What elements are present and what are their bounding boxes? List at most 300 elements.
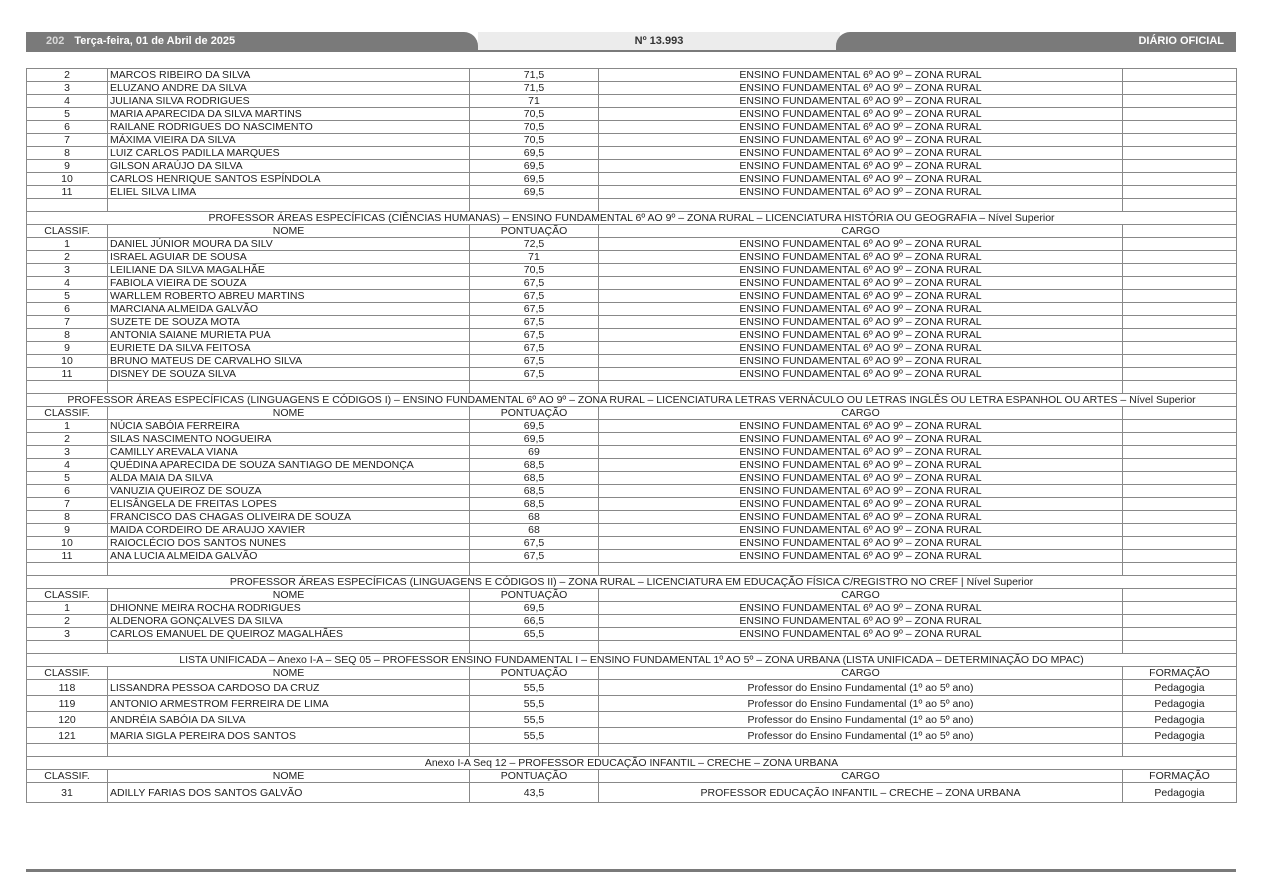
score-cell: 69,5 (470, 602, 599, 615)
cargo-cell: ENSINO FUNDAMENTAL 6º AO 9º – ZONA RURAL (599, 303, 1123, 316)
table-row (27, 355, 1237, 368)
table-row (27, 472, 1237, 485)
score-cell: 67,5 (470, 368, 599, 381)
empty-cell (1123, 342, 1237, 355)
name-cell: ELUZANO ANDRE DA SILVA (108, 82, 470, 95)
section-title-row (27, 757, 1237, 770)
table-row (27, 696, 1237, 712)
name-cell: RAIOCLÉCIO DOS SANTOS NUNES (108, 537, 470, 550)
empty-cell (470, 563, 599, 576)
table-row (27, 108, 1237, 121)
table-row (27, 121, 1237, 134)
header-cargo: CARGO (599, 407, 1123, 420)
score-cell: 55,5 (470, 728, 599, 744)
section-title: Anexo I-A Seq 12 – PROFESSOR EDUCAÇÃO INFANTIL – CRECHE – ZONA URBANA (27, 757, 1237, 770)
cargo-cell: PROFESSOR EDUCAÇÃO INFANTIL – CRECHE – ZONA URBANA (599, 783, 1123, 803)
empty-cell (599, 744, 1123, 757)
score-cell: 72,5 (470, 238, 599, 251)
classif-cell: 31 (27, 783, 108, 803)
table-row (27, 251, 1237, 264)
empty-cell (1123, 108, 1237, 121)
empty-cell (1123, 615, 1237, 628)
header-cargo: CARGO (599, 667, 1123, 680)
score-cell: 69,5 (470, 173, 599, 186)
classif-cell: 8 (27, 511, 108, 524)
table-row (27, 160, 1237, 173)
empty-cell (27, 641, 108, 654)
cargo-cell: ENSINO FUNDAMENTAL 6º AO 9º – ZONA RURAL (599, 537, 1123, 550)
empty-cell (1123, 641, 1237, 654)
empty-cell (599, 563, 1123, 576)
score-cell: 69 (470, 446, 599, 459)
score-cell: 69,5 (470, 160, 599, 173)
cargo-cell: ENSINO FUNDAMENTAL 6º AO 9º – ZONA RURAL (599, 134, 1123, 147)
name-cell: DANIEL JÚNIOR MOURA DA SILV (108, 238, 470, 251)
empty-cell (1123, 251, 1237, 264)
header-nome: NOME (108, 407, 470, 420)
table-row (27, 238, 1237, 251)
table-row (27, 712, 1237, 728)
score-cell: 70,5 (470, 121, 599, 134)
score-cell: 67,5 (470, 537, 599, 550)
empty-cell (1123, 433, 1237, 446)
score-cell: 67,5 (470, 290, 599, 303)
header-classif: CLASSIF. (27, 225, 108, 238)
score-cell: 68 (470, 524, 599, 537)
name-cell: ELISÂNGELA DE FREITAS LOPES (108, 498, 470, 511)
header-pontuacao: PONTUAÇÃO (470, 667, 599, 680)
page-header (26, 32, 1236, 50)
cargo-cell: ENSINO FUNDAMENTAL 6º AO 9º – ZONA RURAL (599, 615, 1123, 628)
empty-cell (1123, 420, 1237, 433)
cargo-cell: ENSINO FUNDAMENTAL 6º AO 9º – ZONA RURAL (599, 82, 1123, 95)
spacer-row (27, 199, 1237, 212)
cargo-cell: ENSINO FUNDAMENTAL 6º AO 9º – ZONA RURAL (599, 498, 1123, 511)
cargo-cell: ENSINO FUNDAMENTAL 6º AO 9º – ZONA RURAL (599, 238, 1123, 251)
empty-cell (108, 199, 470, 212)
cargo-cell: ENSINO FUNDAMENTAL 6º AO 9º – ZONA RURAL (599, 446, 1123, 459)
section-title: LISTA UNIFICADA – Anexo I-A – SEQ 05 – PROFESSOR ENSINO FUNDAMENTAL I – ENSINO FUNDAMENTAL 1º AO 5º – ZONA URBANA (LISTA UNIFICADA – DETERMINAÇÃO DO MPAC) (27, 654, 1237, 667)
column-header-row (27, 225, 1237, 238)
name-cell: CARLOS EMANUEL DE QUEIROZ MAGALHÃES (108, 628, 470, 641)
empty-cell (108, 381, 470, 394)
empty-cell (1123, 563, 1237, 576)
cargo-cell: ENSINO FUNDAMENTAL 6º AO 9º – ZONA RURAL (599, 485, 1123, 498)
empty-cell (470, 199, 599, 212)
name-cell: VANUZIA QUEIROZ DE SOUZA (108, 485, 470, 498)
cargo-cell: ENSINO FUNDAMENTAL 6º AO 9º – ZONA RURAL (599, 290, 1123, 303)
classif-cell: 10 (27, 173, 108, 186)
cargo-cell: ENSINO FUNDAMENTAL 6º AO 9º – ZONA RURAL (599, 433, 1123, 446)
empty-cell (1123, 485, 1237, 498)
cargo-cell: ENSINO FUNDAMENTAL 6º AO 9º – ZONA RURAL (599, 160, 1123, 173)
score-cell: 69,5 (470, 186, 599, 199)
score-cell: 67,5 (470, 277, 599, 290)
classif-cell: 4 (27, 277, 108, 290)
empty-cell (27, 744, 108, 757)
table-row (27, 459, 1237, 472)
name-cell: BRUNO MATEUS DE CARVALHO SILVA (108, 355, 470, 368)
classif-cell: 3 (27, 446, 108, 459)
header-rule (26, 50, 1236, 52)
empty-cell (108, 563, 470, 576)
classif-cell: 9 (27, 160, 108, 173)
score-cell: 66,5 (470, 615, 599, 628)
classif-cell: 1 (27, 602, 108, 615)
table-row (27, 264, 1237, 277)
classification-table (26, 68, 1237, 803)
cargo-cell: ENSINO FUNDAMENTAL 6º AO 9º – ZONA RURAL (599, 277, 1123, 290)
empty-cell (27, 563, 108, 576)
name-cell: LISSANDRA PESSOA CARDOSO DA CRUZ (108, 680, 470, 696)
classif-cell: 5 (27, 108, 108, 121)
table-row (27, 316, 1237, 329)
name-cell: DISNEY DE SOUZA SILVA (108, 368, 470, 381)
empty-cell (1123, 381, 1237, 394)
cargo-cell: Professor do Ensino Fundamental (1º ao 5º ano) (599, 696, 1123, 712)
spacer-row (27, 744, 1237, 757)
column-header-row (27, 407, 1237, 420)
classif-cell: 6 (27, 485, 108, 498)
classif-cell: 10 (27, 537, 108, 550)
empty-cell (1123, 537, 1237, 550)
score-cell: 69,5 (470, 433, 599, 446)
classif-cell: 2 (27, 251, 108, 264)
header-classif: CLASSIF. (27, 667, 108, 680)
table-row (27, 368, 1237, 381)
empty-cell (1123, 589, 1237, 602)
header-classif: CLASSIF. (27, 407, 108, 420)
name-cell: ISRAEL AGUIAR DE SOUSA (108, 251, 470, 264)
empty-cell (1123, 160, 1237, 173)
empty-cell (599, 641, 1123, 654)
table-row (27, 524, 1237, 537)
cargo-cell: ENSINO FUNDAMENTAL 6º AO 9º – ZONA RURAL (599, 472, 1123, 485)
score-cell: 69,5 (470, 147, 599, 160)
empty-cell (470, 381, 599, 394)
score-cell: 67,5 (470, 303, 599, 316)
empty-cell (108, 744, 470, 757)
table-row (27, 628, 1237, 641)
cargo-cell: ENSINO FUNDAMENTAL 6º AO 9º – ZONA RURAL (599, 628, 1123, 641)
classif-cell: 1 (27, 238, 108, 251)
table-row (27, 485, 1237, 498)
table-row (27, 134, 1237, 147)
empty-cell (1123, 628, 1237, 641)
score-cell: 70,5 (470, 134, 599, 147)
empty-cell (1123, 82, 1237, 95)
section-title: PROFESSOR ÁREAS ESPECÍFICAS (LINGUAGENS E CÓDIGOS I) – ENSINO FUNDAMENTAL 6º AO 9º – ZONA RURAL – LICENCIATURA LETRAS VERNÁCULO OU LETRAS INGLÊS OU LETRA ESPANHOL OU ARTES – Nível Superior (27, 394, 1237, 407)
name-cell: EURIETE DA SILVA FEITOSA (108, 342, 470, 355)
classif-cell: 8 (27, 329, 108, 342)
cargo-cell: ENSINO FUNDAMENTAL 6º AO 9º – ZONA RURAL (599, 459, 1123, 472)
classif-cell: 3 (27, 628, 108, 641)
empty-cell (1123, 264, 1237, 277)
header-pontuacao: PONTUAÇÃO (470, 770, 599, 783)
name-cell: NÚCIA SABÓIA FERREIRA (108, 420, 470, 433)
score-cell: 71,5 (470, 82, 599, 95)
cargo-cell: ENSINO FUNDAMENTAL 6º AO 9º – ZONA RURAL (599, 69, 1123, 82)
table-row (27, 433, 1237, 446)
score-cell: 68,5 (470, 459, 599, 472)
classif-cell: 6 (27, 121, 108, 134)
section-title-row (27, 394, 1237, 407)
footer-rule (26, 869, 1236, 872)
name-cell: MARCIANA ALMEIDA GALVÃO (108, 303, 470, 316)
score-cell: 68 (470, 511, 599, 524)
name-cell: ANTONIA SAIANE MURIETA PUA (108, 329, 470, 342)
score-cell: 43,5 (470, 783, 599, 803)
empty-cell (27, 199, 108, 212)
header-nome: NOME (108, 225, 470, 238)
section-title-row (27, 654, 1237, 667)
classif-cell: 5 (27, 290, 108, 303)
classif-cell: 2 (27, 615, 108, 628)
table-row (27, 615, 1237, 628)
empty-cell (1123, 550, 1237, 563)
score-cell: 67,5 (470, 550, 599, 563)
classif-cell: 11 (27, 368, 108, 381)
empty-cell (1123, 186, 1237, 199)
score-cell: 67,5 (470, 329, 599, 342)
name-cell: WARLLEM ROBERTO ABREU MARTINS (108, 290, 470, 303)
header-cargo: CARGO (599, 589, 1123, 602)
name-cell: MAIDA CORDEIRO DE ARAUJO XAVIER (108, 524, 470, 537)
classif-cell: 119 (27, 696, 108, 712)
cargo-cell: ENSINO FUNDAMENTAL 6º AO 9º – ZONA RURAL (599, 524, 1123, 537)
name-cell: MÁXIMA VIEIRA DA SILVA (108, 134, 470, 147)
score-cell: 67,5 (470, 316, 599, 329)
empty-cell (1123, 316, 1237, 329)
table-row (27, 783, 1237, 803)
header-classif: CLASSIF. (27, 770, 108, 783)
empty-cell (1123, 446, 1237, 459)
empty-cell (1123, 173, 1237, 186)
table-row (27, 329, 1237, 342)
name-cell: SUZETE DE SOUZA MOTA (108, 316, 470, 329)
table-row (27, 498, 1237, 511)
empty-cell (1123, 134, 1237, 147)
cargo-cell: ENSINO FUNDAMENTAL 6º AO 9º – ZONA RURAL (599, 329, 1123, 342)
name-cell: RAILANE RODRIGUES DO NASCIMENTO (108, 121, 470, 134)
name-cell: CARLOS HENRIQUE SANTOS ESPÍNDOLA (108, 173, 470, 186)
empty-cell (1123, 329, 1237, 342)
empty-cell (1123, 95, 1237, 108)
section-title-row (27, 212, 1237, 225)
classif-cell: 118 (27, 680, 108, 696)
score-cell: 71 (470, 95, 599, 108)
spacer-row (27, 381, 1237, 394)
name-cell: ELIEL SILVA LIMA (108, 186, 470, 199)
classif-cell: 4 (27, 459, 108, 472)
table-row (27, 147, 1237, 160)
name-cell: MARIA SIGLA PEREIRA DOS SANTOS (108, 728, 470, 744)
cargo-cell: ENSINO FUNDAMENTAL 6º AO 9º – ZONA RURAL (599, 368, 1123, 381)
empty-cell (1123, 225, 1237, 238)
section-title-row (27, 576, 1237, 589)
table-row (27, 95, 1237, 108)
cargo-cell: ENSINO FUNDAMENTAL 6º AO 9º – ZONA RURAL (599, 121, 1123, 134)
page-number: 202 (46, 35, 65, 47)
cargo-cell: Professor do Ensino Fundamental (1º ao 5º ano) (599, 712, 1123, 728)
formacao-cell: Pedagogia (1123, 696, 1237, 712)
cargo-cell: ENSINO FUNDAMENTAL 6º AO 9º – ZONA RURAL (599, 251, 1123, 264)
cargo-cell: ENSINO FUNDAMENTAL 6º AO 9º – ZONA RURAL (599, 264, 1123, 277)
classif-cell: 8 (27, 147, 108, 160)
table-row (27, 420, 1237, 433)
score-cell: 55,5 (470, 680, 599, 696)
edition-number: Nº 13.993 (478, 32, 840, 50)
empty-cell (27, 381, 108, 394)
spacer-row (27, 563, 1237, 576)
empty-cell (1123, 407, 1237, 420)
header-pontuacao: PONTUAÇÃO (470, 225, 599, 238)
score-cell: 71 (470, 251, 599, 264)
name-cell: CAMILLY AREVALA VIANA (108, 446, 470, 459)
section-title: PROFESSOR ÁREAS ESPECÍFICAS (CIÊNCIAS HUMANAS) – ENSINO FUNDAMENTAL 6º AO 9º – ZONA RURAL – LICENCIATURA HISTÓRIA OU GEOGRAFIA – Nível Superior (27, 212, 1237, 225)
table-row (27, 303, 1237, 316)
table-row (27, 277, 1237, 290)
empty-cell (1123, 277, 1237, 290)
score-cell: 70,5 (470, 108, 599, 121)
table-row (27, 602, 1237, 615)
table-row (27, 728, 1237, 744)
formacao-cell: Pedagogia (1123, 680, 1237, 696)
score-cell: 70,5 (470, 264, 599, 277)
name-cell: ALDENORA GONÇALVES DA SILVA (108, 615, 470, 628)
section-title: PROFESSOR ÁREAS ESPECÍFICAS (LINGUAGENS E CÓDIGOS II) – ZONA RURAL – LICENCIATURA EM EDUCAÇÃO FÍSICA C/REGISTRO NO CREF | Nível Superior (27, 576, 1237, 589)
table-row (27, 680, 1237, 696)
publication-name: DIÁRIO OFICIAL (836, 32, 1236, 50)
cargo-cell: ENSINO FUNDAMENTAL 6º AO 9º – ZONA RURAL (599, 355, 1123, 368)
cargo-cell: ENSINO FUNDAMENTAL 6º AO 9º – ZONA RURAL (599, 511, 1123, 524)
name-cell: DHIONNE MEIRA ROCHA RODRIGUES (108, 602, 470, 615)
name-cell: ADILLY FARIAS DOS SANTOS GALVÃO (108, 783, 470, 803)
empty-cell (599, 199, 1123, 212)
empty-cell (1123, 238, 1237, 251)
cargo-cell: ENSINO FUNDAMENTAL 6º AO 9º – ZONA RURAL (599, 316, 1123, 329)
classif-cell: 7 (27, 134, 108, 147)
table-row (27, 290, 1237, 303)
cargo-cell: ENSINO FUNDAMENTAL 6º AO 9º – ZONA RURAL (599, 342, 1123, 355)
cargo-cell: Professor do Ensino Fundamental (1º ao 5º ano) (599, 728, 1123, 744)
classif-cell: 9 (27, 342, 108, 355)
classif-cell: 2 (27, 69, 108, 82)
classif-cell: 5 (27, 472, 108, 485)
header-left-band (26, 32, 478, 50)
header-formacao: FORMAÇÃO (1123, 770, 1237, 783)
score-cell: 68,5 (470, 498, 599, 511)
cargo-cell: ENSINO FUNDAMENTAL 6º AO 9º – ZONA RURAL (599, 95, 1123, 108)
classif-cell: 3 (27, 264, 108, 277)
header-pontuacao: PONTUAÇÃO (470, 407, 599, 420)
name-cell: FRANCISCO DAS CHAGAS OLIVEIRA DE SOUZA (108, 511, 470, 524)
cargo-cell: ENSINO FUNDAMENTAL 6º AO 9º – ZONA RURAL (599, 108, 1123, 121)
column-header-row (27, 770, 1237, 783)
empty-cell (1123, 744, 1237, 757)
empty-cell (1123, 602, 1237, 615)
empty-cell (1123, 69, 1237, 82)
column-header-row (27, 589, 1237, 602)
classif-cell: 4 (27, 95, 108, 108)
classif-cell: 7 (27, 316, 108, 329)
table-row (27, 173, 1237, 186)
empty-cell (470, 744, 599, 757)
cargo-cell: Professor do Ensino Fundamental (1º ao 5º ano) (599, 680, 1123, 696)
formacao-cell: Pedagogia (1123, 783, 1237, 803)
formacao-cell: Pedagogia (1123, 728, 1237, 744)
empty-cell (1123, 290, 1237, 303)
name-cell: ANDRÉIA SABÓIA DA SILVA (108, 712, 470, 728)
name-cell: JULIANA SILVA RODRIGUES (108, 95, 470, 108)
score-cell: 65,5 (470, 628, 599, 641)
header-cargo: CARGO (599, 770, 1123, 783)
cargo-cell: ENSINO FUNDAMENTAL 6º AO 9º – ZONA RURAL (599, 550, 1123, 563)
formacao-cell: Pedagogia (1123, 712, 1237, 728)
name-cell: ANTONIO ARMESTROM FERREIRA DE LIMA (108, 696, 470, 712)
score-cell: 67,5 (470, 342, 599, 355)
header-nome: NOME (108, 667, 470, 680)
table-row (27, 537, 1237, 550)
header-nome: NOME (108, 589, 470, 602)
score-cell: 69,5 (470, 420, 599, 433)
table-row (27, 511, 1237, 524)
score-cell: 67,5 (470, 355, 599, 368)
cargo-cell: ENSINO FUNDAMENTAL 6º AO 9º – ZONA RURAL (599, 186, 1123, 199)
table-row (27, 342, 1237, 355)
empty-cell (1123, 368, 1237, 381)
spacer-row (27, 641, 1237, 654)
empty-cell (1123, 355, 1237, 368)
empty-cell (1123, 303, 1237, 316)
classif-cell: 1 (27, 420, 108, 433)
classif-cell: 9 (27, 524, 108, 537)
classif-cell: 2 (27, 433, 108, 446)
score-cell: 71,5 (470, 69, 599, 82)
issue-date: Terça-feira, 01 de Abril de 2025 (74, 35, 236, 47)
header-classif: CLASSIF. (27, 589, 108, 602)
empty-cell (470, 641, 599, 654)
empty-cell (1123, 121, 1237, 134)
header-nome: NOME (108, 770, 470, 783)
name-cell: ANA LUCIA ALMEIDA GALVÃO (108, 550, 470, 563)
header-pontuacao: PONTUAÇÃO (470, 589, 599, 602)
name-cell: GILSON ARAÚJO DA SILVA (108, 160, 470, 173)
classif-cell: 121 (27, 728, 108, 744)
table-row (27, 82, 1237, 95)
cargo-cell: ENSINO FUNDAMENTAL 6º AO 9º – ZONA RURAL (599, 147, 1123, 160)
table-row (27, 69, 1237, 82)
name-cell: MARCOS RIBEIRO DA SILVA (108, 69, 470, 82)
cargo-cell: ENSINO FUNDAMENTAL 6º AO 9º – ZONA RURAL (599, 420, 1123, 433)
classif-cell: 11 (27, 550, 108, 563)
score-cell: 55,5 (470, 712, 599, 728)
header-formacao: FORMAÇÃO (1123, 667, 1237, 680)
classif-cell: 6 (27, 303, 108, 316)
name-cell: SILAS NASCIMENTO NOGUEIRA (108, 433, 470, 446)
table-row (27, 446, 1237, 459)
cargo-cell: ENSINO FUNDAMENTAL 6º AO 9º – ZONA RURAL (599, 602, 1123, 615)
column-header-row (27, 667, 1237, 680)
empty-cell (1123, 472, 1237, 485)
empty-cell (1123, 524, 1237, 537)
empty-cell (108, 641, 470, 654)
empty-cell (1123, 147, 1237, 160)
empty-cell (1123, 199, 1237, 212)
name-cell: QUÉDINA APARECIDA DE SOUZA SANTIAGO DE MENDONÇA (108, 459, 470, 472)
classif-cell: 10 (27, 355, 108, 368)
score-cell: 68,5 (470, 472, 599, 485)
